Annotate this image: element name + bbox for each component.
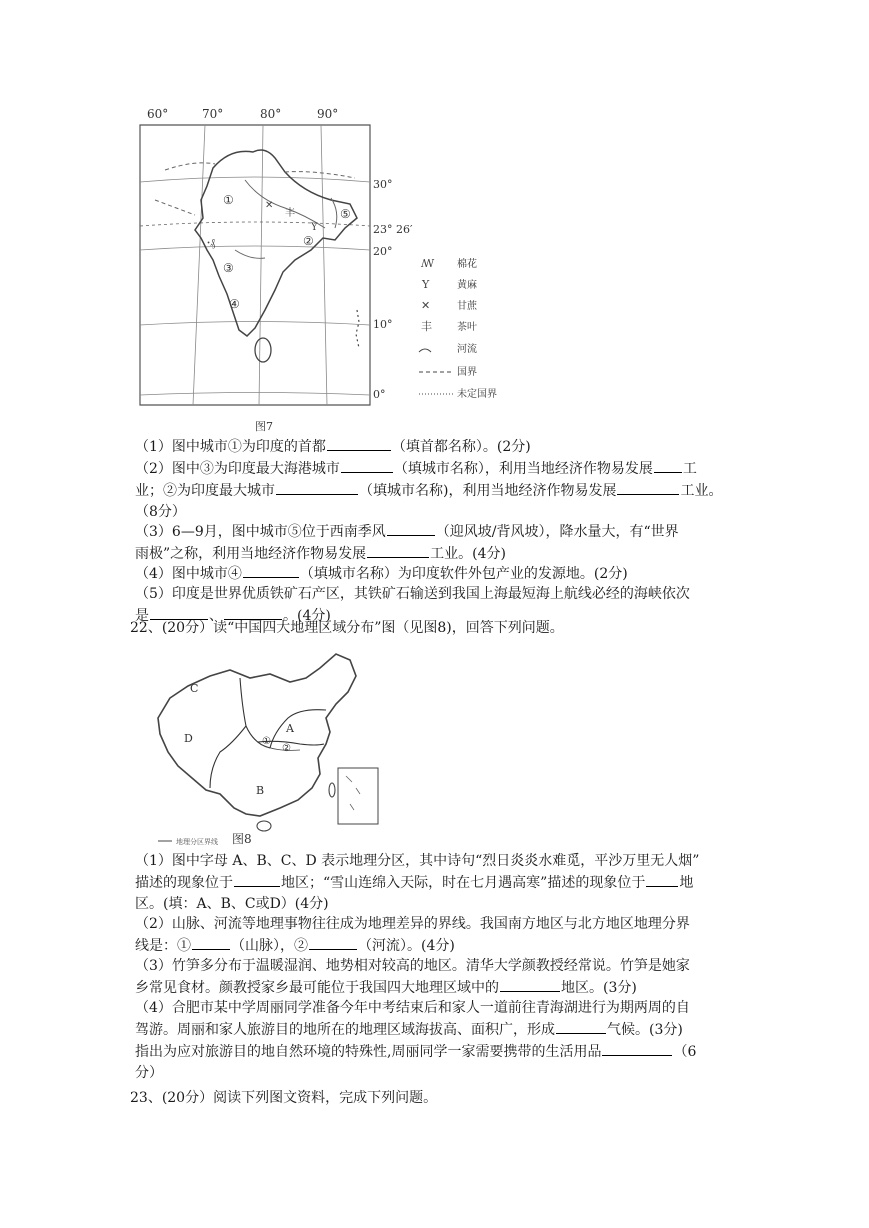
lat-label: 20°: [373, 245, 393, 258]
svg-text:ꞏ₰: ꞏ₰: [207, 238, 216, 249]
figure-7-india-map: [135, 100, 535, 435]
answer-blank[interactable]: [602, 1041, 672, 1056]
question-21-part-5: （5）印度是世界优质铁矿石产区，其铁矿石输送到我国上海最短海上航线必经的海峡依次 是 、 。(4分): [135, 586, 690, 624]
answer-blank[interactable]: [276, 480, 358, 495]
answer-blank[interactable]: [617, 480, 679, 495]
legend-label: 黄麻: [457, 280, 477, 291]
legend-label: 茶叶: [457, 322, 477, 333]
question-21-part-4: （4）图中城市④ （填城市名称）为印度软件外包产业的发源地。(2分): [135, 563, 745, 585]
answer-blank[interactable]: [367, 543, 429, 558]
figure-8-caption: 图8: [232, 832, 252, 846]
question-22-heading: 22、(20分）读“中国四大地理区域分布”图（见图8)，回答下列问题。: [130, 620, 564, 636]
answer-blank[interactable]: [654, 458, 682, 473]
answer-blank[interactable]: [500, 977, 560, 992]
question-21-part-1: （1）图中城市①为印度的首都 （填首都名称）。(2分): [135, 436, 745, 458]
lon-label: 70°: [202, 107, 224, 121]
legend-label: 河流: [457, 344, 477, 355]
answer-blank[interactable]: [341, 458, 393, 473]
svg-text:✕: ✕: [265, 200, 274, 211]
lat-label: 23° 26′: [373, 223, 413, 236]
question-22-part-3: （3）竹笋多分布于温暖湿润、地势相对较高的地区。清华大学颜教授经常说。竹笋是她家 乡常见食材。颜教授家乡最可能位于我国四大地理区域中的 地区。(3分): [135, 958, 690, 996]
answer-blank[interactable]: [556, 1019, 606, 1034]
jute-icon: Y: [422, 278, 430, 291]
svg-text:丰: 丰: [285, 208, 295, 219]
question-23-heading: 23、(20分）阅读下列图文资料，完成下列问题。: [130, 1090, 438, 1106]
figure-8-china-map: [150, 648, 390, 848]
answer-blank[interactable]: [234, 872, 280, 887]
question-22-part-2: （2）山脉、河流等地理事物往往成为地理差异的界线。我国南方地区与北方地区地理分界 线是：① （山脉），② （河流）。(4分): [135, 916, 690, 954]
answer-blank[interactable]: [243, 563, 299, 578]
svg-text:Y: Y: [311, 222, 318, 233]
tea-icon: 丰: [421, 320, 432, 333]
region-label-c: C: [190, 682, 199, 695]
lon-label: 60°: [147, 107, 169, 121]
city-marker-4: ④: [229, 297, 240, 311]
region-label-d: D: [184, 732, 193, 745]
boundary-marker-2: ②: [282, 743, 291, 754]
legend-label: 棉花: [457, 259, 477, 270]
cotton-icon: ꟿ: [421, 257, 435, 270]
answer-blank[interactable]: [192, 935, 230, 950]
answer-blank[interactable]: [327, 436, 391, 451]
city-marker-1: ①: [223, 193, 234, 207]
answer-blank[interactable]: [387, 521, 435, 536]
city-marker-3: ③: [223, 261, 234, 275]
question-21-part-3: （3）6—9月，图中城市⑤位于西南季风 （迎风坡/背风坡），降水量大，有“世界 雨极”之称，利用当地经济作物易发展 工业。(4分): [135, 521, 745, 565]
region-label-b: B: [256, 784, 265, 797]
question-21-part-2: （2）图中③为印度最大海港城市 （填城市名称），利用当地经济作物易发展 工 业；②为印度最大城市 （填城市名称)，利用当地经济作物易发展 工业。 （8分）: [135, 458, 745, 523]
lat-label: 30°: [373, 178, 393, 191]
legend-label: 未定国界: [457, 389, 497, 400]
legend-label: 甘蔗: [457, 301, 477, 312]
lat-label: 10°: [373, 318, 393, 331]
lat-label: 0°: [373, 388, 386, 401]
figure-8-legend: 地理分区界线: [176, 838, 218, 846]
question-22-part-1: （1）图中字母 A、B、C、D 表示地理分区，其中诗句“烈日炎炎水难觅，平沙万里无人烟” 描述的现象位于 地区；“雪山连绵入天际，时在七月遇高寒”描述的现象位于 地 区。(填：A、B、C或D）(4分): [135, 853, 700, 912]
city-marker-5: ⑤: [340, 207, 351, 221]
lon-label: 90°: [317, 107, 339, 121]
legend-label: 国界: [457, 367, 477, 378]
lon-label: 80°: [260, 107, 282, 121]
sugarcane-icon: ✕: [421, 299, 431, 312]
answer-blank[interactable]: [309, 935, 357, 950]
figure-caption: 图7: [255, 420, 273, 433]
answer-blank[interactable]: [646, 872, 678, 887]
question-22-part-4: （4）合肥市某中学周丽同学准备今年中考结束后和家人一道前往青海湖进行为期两周的自 驾游。周丽和家人旅游目的地所在的地理区域海拔高、面积广，形成 气候。(3分) 指出为应对旅游目的地自然环境的特殊性,周丽同学一家需要携带的生活用品 （6 分）: [135, 1000, 697, 1081]
boundary-marker-1: ①: [262, 736, 271, 747]
region-label-a: A: [286, 722, 294, 735]
city-marker-2: ②: [303, 234, 314, 248]
